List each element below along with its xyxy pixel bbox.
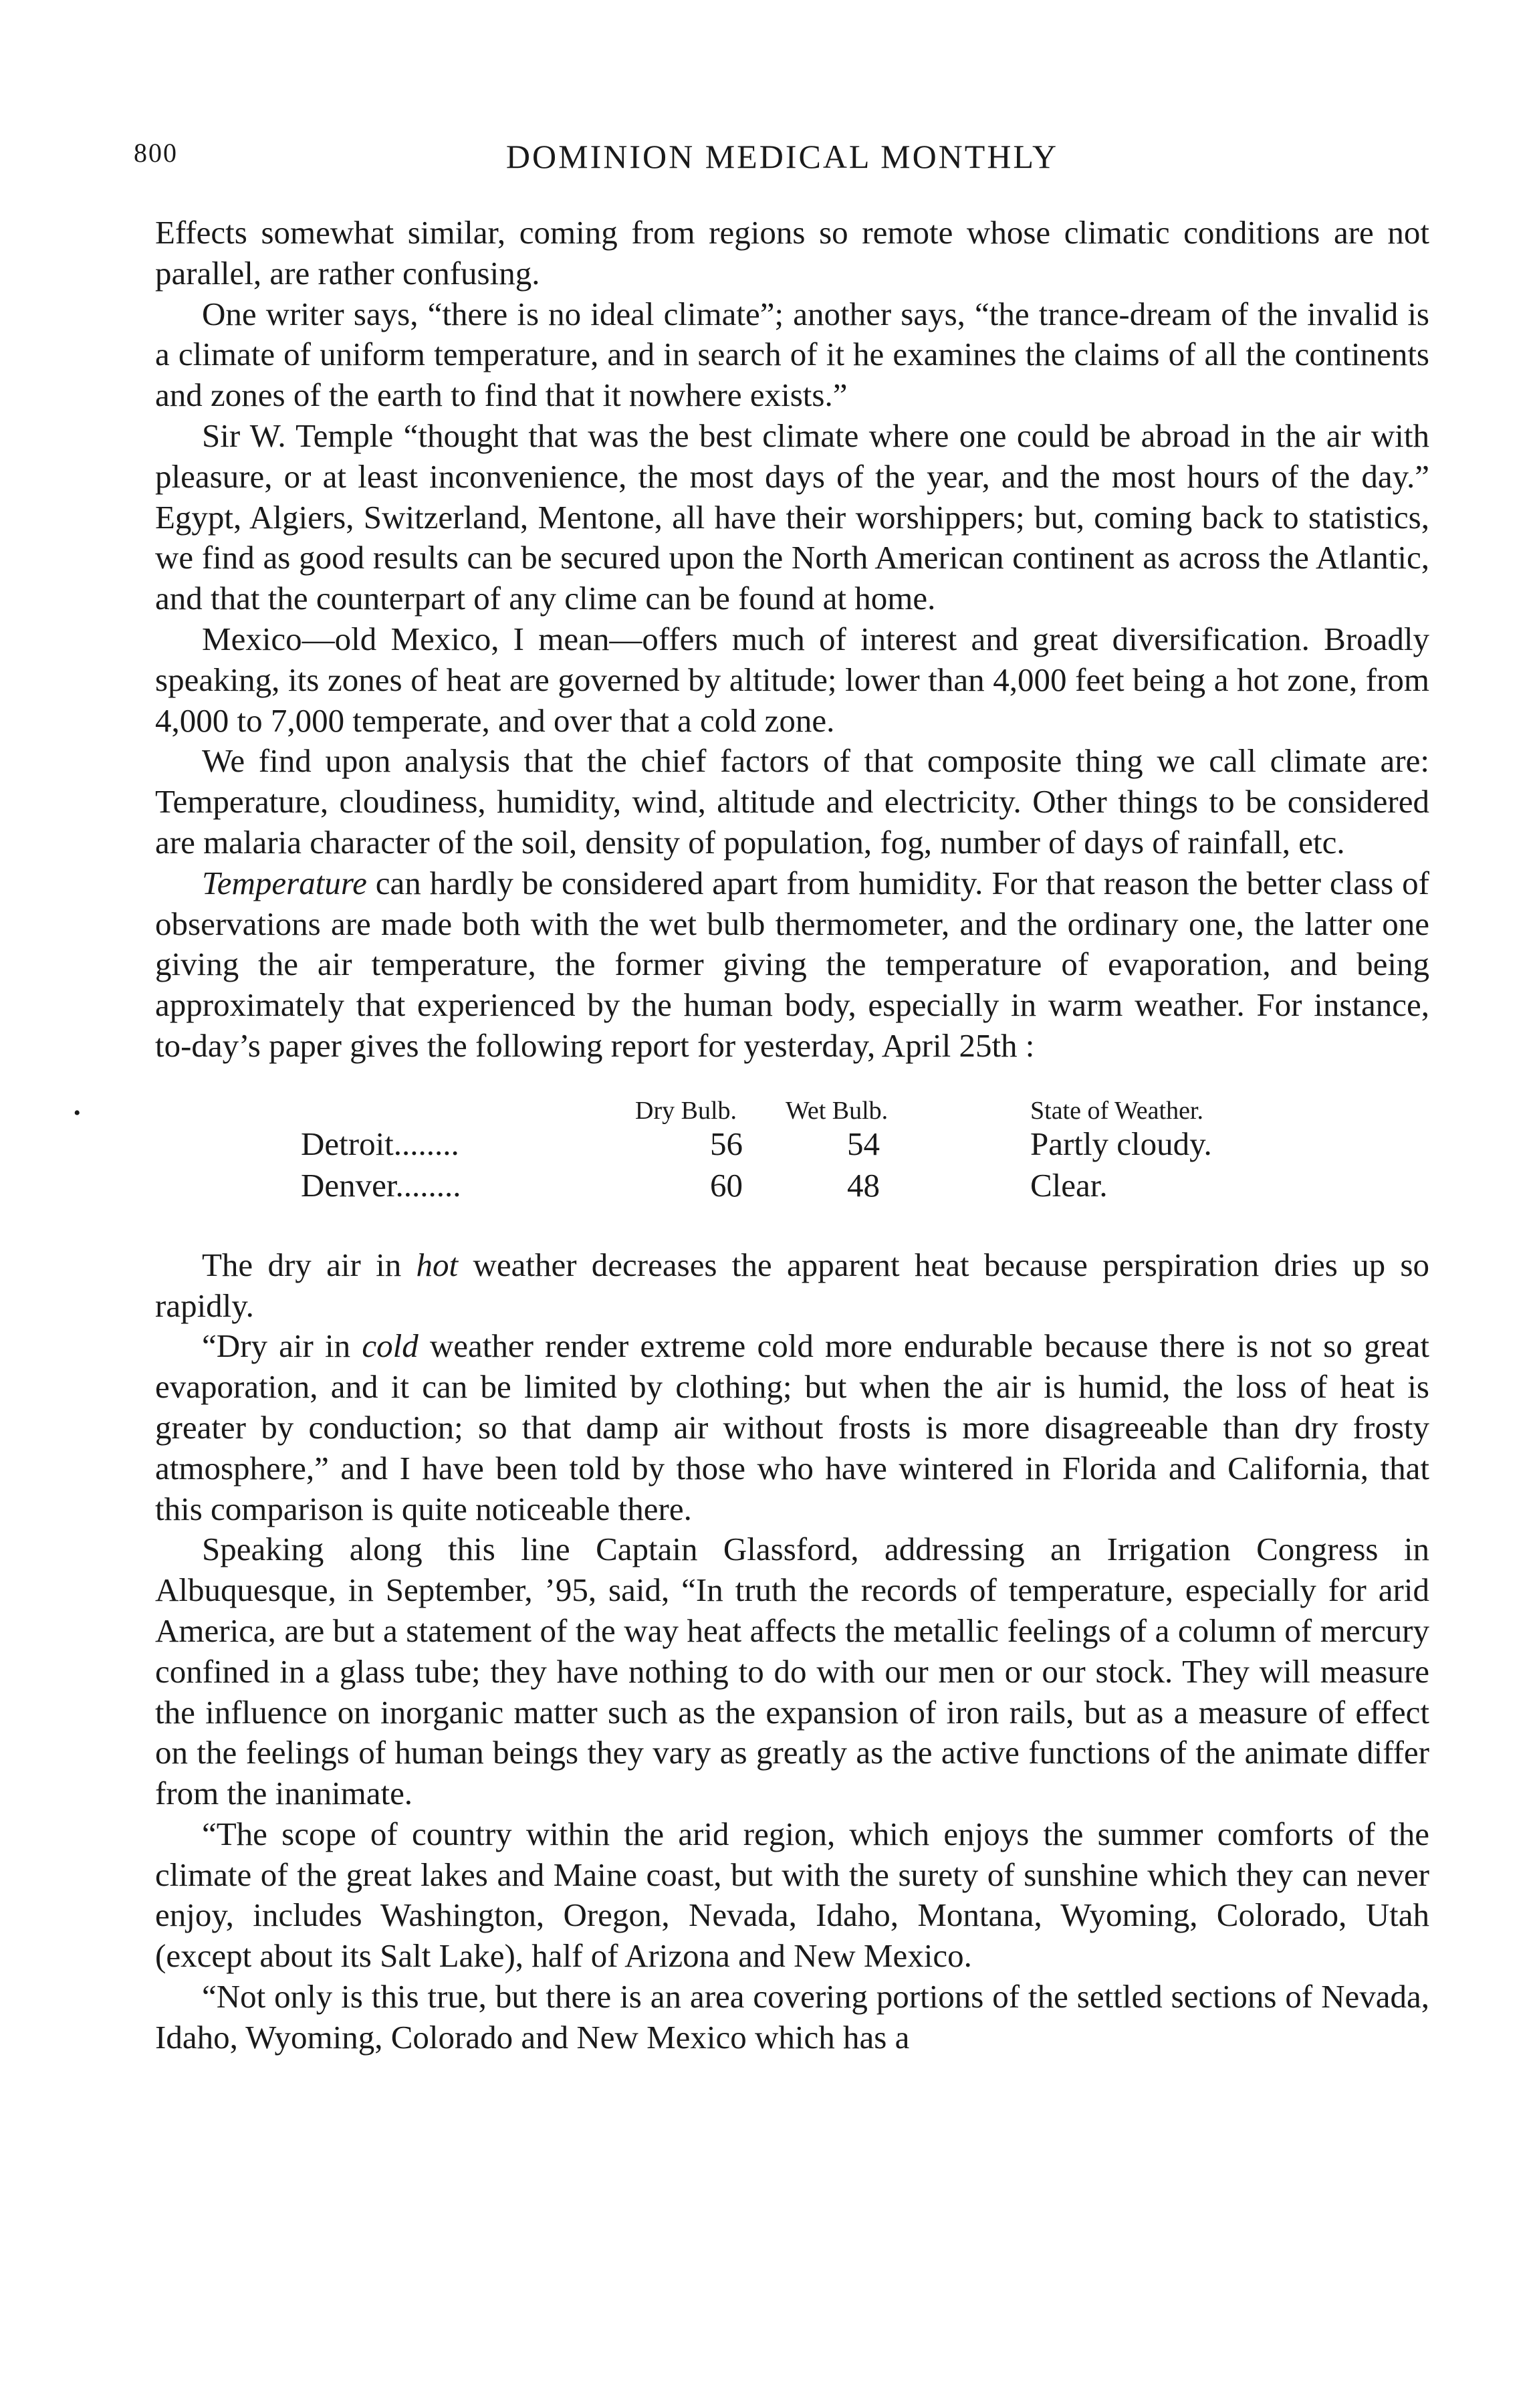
paragraph: Speaking along this line Captain Glassford, addressing an Irrigation Congress in Albuquesque, in September, ’95, said, “In truth the records of temperature, especially for arid America, are but a statement of the way heat affects the metallic feelings of a column of mercury confined in a glass tube; they have nothing to do with our men or our stock. They will measure the influence on inorganic matter such as the expansion of iron rails, but as a measure of effect on the feelings of human beings they vary as greatly as the active functions of the animate differ from the inanimate. [155, 1531, 1429, 1812]
paragraph-text: can hardly be considered apart from humidity. For that reason the better class of observations are made both with the wet bulb thermometer, and the ordinary one, the latter one giving the air temperature, the former giving the temperature of evaporation, and being approximately that experienced by the human body, especially in warm weather. For instance, to-day’s paper gives the following report for yesterday, April 25th : [155, 864, 1429, 1064]
article-body [155, 213, 1429, 2058]
row-wet: 48 [847, 1166, 880, 1204]
paragraph: “Not only is this true, but there is an area covering portions of the settled sections of Nevada, Idaho, Wyoming, Colorado and New Mexico which has a [155, 1978, 1429, 2056]
text-run: “Dry air in [202, 1327, 362, 1365]
text-run: weather render extreme cold more endurable because there is not so great evaporation, and it can be limited by clothing; but when the air is humid, the loss of heat is greater by conduction; so that damp air without frosts is more disagreeable than dry frosty atmosphere,” and I have been told by those who have wintered in Florida and California, that this comparison is quite noticeable there. [155, 1327, 1429, 1527]
running-title: DOMINION MEDICAL MONTHLY [505, 138, 1059, 175]
row-dry: 56 [710, 1125, 743, 1162]
paragraph: Effects somewhat similar, coming from regions so remote whose climatic conditions are not parallel, are rather confusing. [155, 214, 1429, 292]
row-state: Clear. [1030, 1166, 1108, 1204]
weather-table [155, 1091, 1429, 1214]
header-state: State of Weather. [1030, 1096, 1203, 1125]
header-wet-bulb: Wet Bulb. [786, 1096, 889, 1125]
italic-term: Temperature [202, 864, 367, 901]
paragraph-hot [155, 1245, 1429, 1327]
row-wet: 54 [847, 1125, 880, 1162]
page-header [134, 137, 1431, 184]
paragraph: We find upon analysis that the chief factors of that composite thing we call climate are: Temperature, cloudiness, humidity, wind, altitude and electricity. Other things to be considered are malaria character of the soil, density of population, fog, number of days of rainfall, etc. [155, 742, 1429, 861]
row-dry: 60 [710, 1166, 743, 1204]
row-state: Partly cloudy. [1030, 1125, 1212, 1162]
row-place: Detroit........ [301, 1125, 459, 1162]
paragraph: “The scope of country within the arid region, which enjoys the summer comforts of the climate of the great lakes and Maine coast, but with the surety of sunshine which they can never enjoy, includes Washington, Oregon, Nevada, Idaho, Montana, Wyoming, Colorado, Utah (except about its Salt Lake), half of Arizona and New Mexico. [155, 1815, 1429, 1975]
row-place: Denver........ [301, 1166, 461, 1204]
paragraph: One writer says, “there is no ideal climate”; another says, “the trance-dream of the invalid is a climate of uniform temperature, and in search of it he examines the claims of all the continents and zones of the earth to find that it nowhere exists.” [155, 295, 1429, 414]
text-run: weather decreases the apparent heat because perspiration dries up so rapidly. [155, 1246, 1429, 1324]
italic-term: cold [362, 1327, 419, 1365]
paragraph: Mexico—old Mexico, I mean—offers much of interest and great diversification. Broadly speaking, its zones of heat are governed by altitude; lower than 4,000 feet being a hot zone, from 4,000 to 7,000 temperate, and over that a cold zone. [155, 620, 1429, 739]
paragraph-cold [155, 1326, 1429, 1529]
paragraph: Sir W. Temple “thought that was the best climate where one could be abroad in the air with pleasure, or at least inconvenience, the most days of the year, and the most hours of the day.” Egypt, Algiers, Switzerland, Mentone, all have their worshippers; but, coming back to statistics, we find as good results can be secured upon the North American continent as across the Atlantic, and that the counterpart of any clime can be found at home. [155, 417, 1429, 617]
page-number: 800 [134, 138, 178, 168]
text-run: The dry air in [202, 1246, 417, 1283]
paragraph-temperature [155, 863, 1429, 1067]
margin-bullet: • [74, 1102, 81, 1124]
header-dry-bulb: Dry Bulb. [635, 1096, 737, 1125]
italic-term: hot [416, 1246, 459, 1283]
